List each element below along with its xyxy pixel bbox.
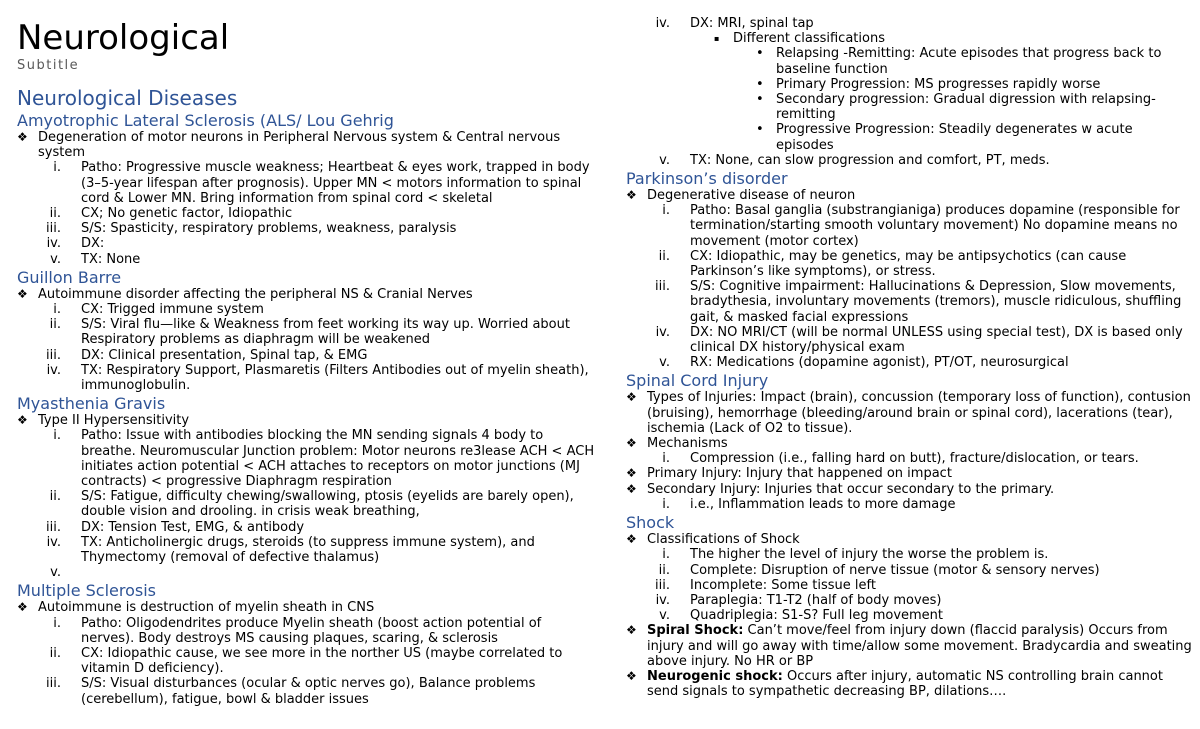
main-heading: Neurological Diseases [17,86,238,110]
bullet-item [626,436,1192,451]
list-number: v. [659,355,670,371]
diamond-bullet-icon: ❖ [626,532,637,547]
list-number: iv. [655,16,670,31]
list-item [626,249,1192,279]
diamond-bullet-icon: ❖ [17,286,28,301]
list-item [17,363,597,393]
bullet-text: Autoimmune disorder affecting the peripheral NS & Cranial Nerves [38,286,473,302]
list-text: CX; No genetic factor, Idiopathic [81,206,293,222]
classification-text: Secondary progression: Gradual digression with relapsing-remitting [776,92,1156,123]
bullet-text: Degenerative disease of neuron [647,188,856,204]
bullet-item-neurogenic-shock [626,669,1192,699]
bullet-item [626,532,1192,547]
bullet-text: Type II Hypersensitivity [38,413,190,429]
list-item [626,355,1192,370]
list-text: DX: Tension Test, EMG, & antibody [81,519,305,535]
list-number: v. [659,152,670,168]
list-item [17,535,597,565]
list-number: v. [50,251,61,267]
classification-item [626,122,1192,152]
list-number: i. [662,496,670,512]
list-item [17,616,597,646]
bullet-item [626,390,1192,436]
bullet-item [626,482,1192,497]
page-title: Neurological [17,18,230,58]
list-number: ii. [658,248,670,264]
bullet-item-spiral-shock [626,623,1192,669]
list-text: TX: Anticholinergic drugs, steroids (to suppress immune system), and Thymectomy (removal of defective thalamus) [81,534,535,566]
list-item [626,16,1192,31]
list-text: DX: MRI, spinal tap [690,16,814,31]
list-text: Compression (i.e., falling hard on butt), fracture/dislocation, or tears. [690,451,1139,467]
list-text: CX: Idiopathic cause, we see more in the norther US (maybe correlated to vitamin D deficiency). [81,646,563,677]
sub-list-text: Different classifications [733,31,885,47]
section-heading-myasthenia-gravis: Myasthenia Gravis [17,394,166,414]
list-text: CX: Trigged immune system [81,302,264,318]
spiral-shock-label: Spiral Shock: [647,623,744,639]
list-number: v. [50,565,61,581]
list-item [17,489,597,519]
diamond-bullet-icon: ❖ [626,188,637,203]
list-number: i. [53,615,61,631]
bullet-item [17,600,597,615]
diamond-bullet-icon: ❖ [17,413,28,428]
list-item [17,160,597,206]
list-number: i. [53,160,61,176]
list-text: S/S: Viral flu—like & Weakness from feet working its way up. Worried about Respiratory problems as diaphragm will be weakened [81,317,570,348]
list-text: CX: Idiopathic, may be genetics, may be antipsychotics (can cause Parkinson’s like symptoms), or stress. [690,248,1127,280]
diamond-bullet-icon: ❖ [17,600,28,615]
bullet-item [626,466,1192,481]
list-text: Patho: Progressive muscle weakness; Heartbeat & eyes work, trapped in body (3–5-year lifespan after prognosis). Upper MN < motors information to spinal cord & Lower MN. Bring information from spinal cord < skeletal [81,160,590,206]
diamond-bullet-icon: ❖ [17,130,28,144]
diamond-bullet-icon: ❖ [626,390,637,405]
neurogenic-shock-label: Neurogenic shock: [647,668,783,684]
list-number: i. [662,547,670,563]
list-text: DX: NO MRI/CT (will be normal UNLESS using special test), DX is based only clinical DX history/physical exam [690,324,1183,356]
list-text: TX: None [81,251,141,267]
list-item [17,236,597,251]
classification-text: Relapsing -Remitting: Acute episodes that progress back to baseline function [776,46,1162,77]
list-text: S/S: Visual disturbances (ocular & optic nerves go), Balance problems (cerebellum), fatigue, bowl & bladder issues [81,676,536,707]
bullet-item [17,130,597,160]
list-text: Patho: Issue with antibodies blocking the MN sending signals 4 body to breathe. Neuromuscular Junction problem: Motor neurons re3lease ACH < ACH initiates action potential < ACH attaches to receptors on motor junctions (MJ contracts) < progressive Diaphragm respiration [81,428,595,490]
list-text: Quadriplegia: S1-S? Full leg movement [690,608,944,624]
classification-item [626,92,1192,122]
square-bullet-icon: ▪ [714,34,720,44]
neurogenic-shock-text: Occurs after injury, automatic NS controlling brain cannot send signals to sympathetic decreasing BP, dilations…. [647,668,1163,700]
classification-text: Primary Progression: MS progresses rapidly worse [776,76,1101,92]
bullet-text: Types of Injuries: Impact (brain), concussion (temporary loss of function), contusion (bruising), hemorrhage (bleeding/around brain or spinal cord), lacerations (tear), ischemia (Lack of O2 to tissue). [647,390,1191,436]
list-number: iv. [46,534,61,550]
list-item [626,608,1192,623]
section-heading-parkinsons: Parkinson’s disorder [626,169,788,189]
list-item [626,325,1192,355]
list-number: ii. [49,206,61,222]
list-text: Paraplegia: T1-T2 (half of body moves) [690,592,942,608]
spiral-shock-text: Can’t move/feel from injury down (flaccid paralysis) Occurs from injury and will go away with time/allow some movement. Bradycardia and sweating above injury. No HR or BP [647,623,1192,669]
left-column [17,0,597,707]
list-number: iv. [46,362,61,378]
list-number: iii. [46,519,61,535]
list-number: i. [53,302,61,318]
list-number: iii. [655,279,670,295]
sub-list-item [626,31,1192,46]
list-number: v. [659,608,670,624]
bullet-text: Mechanisms [647,436,728,452]
list-text: Complete: Disruption of nerve tissue (motor & sensory nerves) [690,562,1100,578]
diamond-bullet-icon: ❖ [626,481,637,496]
section-heading-guillon-barre: Guillon Barre [17,267,122,287]
classification-item [626,77,1192,92]
list-item [626,497,1192,512]
section-heading-als: Amyotrophic Lateral Sclerosis (ALS/ Lou Gehrig [17,111,394,130]
section-heading-shock: Shock [626,513,675,533]
list-item [626,203,1192,249]
bullet-item [17,413,597,428]
list-item [17,428,597,489]
diamond-bullet-icon: ❖ [626,466,637,481]
section-heading-multiple-sclerosis: Multiple Sclerosis [17,581,157,601]
list-number: ii. [658,562,670,578]
list-text: S/S: Cognitive impairment: Hallucinations & Depression, Slow movements, bradythesia, involuntary movements (tremors), muscle ridiculous, shuffling gait, & masked facial expressions [690,279,1182,325]
list-text: DX: [81,236,105,252]
bullet-text: Primary Injury: Injury that happened on impact [647,466,952,482]
list-number: iv. [46,236,61,252]
list-number: ii. [49,317,61,333]
classification-text: Progressive Progression: Steadily degenerates w acute episodes [776,122,1133,153]
list-item [626,153,1192,168]
dot-bullet-icon: • [756,92,764,108]
list-number: iii. [655,577,670,593]
list-number: i. [662,451,670,467]
list-number: i. [53,428,61,444]
list-number: iii. [46,221,61,237]
list-item [17,565,597,580]
section-heading-spinal-cord-injury: Spinal Cord Injury [626,371,769,391]
list-text: S/S: Fatigue, difficulty chewing/swallowing, ptosis (eyelids are barely open), double vision and drooling. in crisis weak breathing, [81,489,574,520]
diamond-bullet-icon: ❖ [626,436,637,451]
list-item [626,547,1192,562]
bullet-text: Autoimmune is destruction of myelin sheath in CNS [38,600,375,616]
list-item [626,451,1192,466]
list-item [17,348,597,363]
list-item [17,317,597,347]
bullet-text: Secondary Injury: Injuries that occur secondary to the primary. [647,481,1055,497]
diamond-bullet-icon: ❖ [626,668,637,683]
list-item [17,221,597,236]
classification-item [626,46,1192,76]
bullet-item [626,188,1192,203]
list-text: The higher the level of injury the worse the problem is. [690,547,1049,563]
list-item [626,593,1192,608]
right-column [626,16,1192,699]
list-item [17,252,597,267]
list-text: Patho: Basal ganglia (substrangianiga) produces dopamine (responsible for termination/starting smooth voluntary movement) No dopamine means no movement (motor cortex) [690,203,1180,249]
list-item [17,520,597,535]
list-text: i.e., Inflammation leads to more damage [690,496,956,512]
list-text: DX: Clinical presentation, Spinal tap, & EMG [81,347,368,363]
list-number: iv. [655,324,670,340]
list-number: iv. [655,592,670,608]
list-text: TX: Respiratory Support, Plasmaretis (Filters Antibodies out of myelin sheath), immunoglobulin. [81,362,589,394]
list-number: iii. [46,676,61,692]
bullet-item [17,287,597,302]
list-text: S/S: Spasticity, respiratory problems, weakness, paralysis [81,221,457,237]
bullet-text: Classifications of Shock [647,532,800,548]
list-number: iii. [46,347,61,363]
list-item [17,206,597,221]
list-item [626,279,1192,325]
dot-bullet-icon: • [756,76,764,92]
list-number: ii. [49,646,61,662]
list-item [17,302,597,317]
list-number: i. [662,203,670,219]
dot-bullet-icon: • [756,46,764,62]
list-text: RX: Medications (dopamine agonist), PT/OT, neurosurgical [690,355,1069,371]
bullet-text: Degeneration of motor neurons in Peripheral Nervous system & Central nervous system [38,130,561,161]
list-item [17,676,597,706]
list-number: ii. [49,489,61,505]
page-subtitle: Subtitle [17,58,80,73]
list-text: Incomplete: Some tissue left [690,577,876,593]
list-item [17,646,597,676]
list-item [626,578,1192,593]
diamond-bullet-icon: ❖ [626,623,637,638]
list-text: Patho: Oligodendrites produce Myelin sheath (boost action potential of nerves). Body destroys MS causing plaques, scaring, & sclerosis [81,615,542,646]
dot-bullet-icon: • [756,122,764,138]
list-item [626,563,1192,578]
list-text: TX: None, can slow progression and comfort, PT, meds. [690,152,1050,168]
